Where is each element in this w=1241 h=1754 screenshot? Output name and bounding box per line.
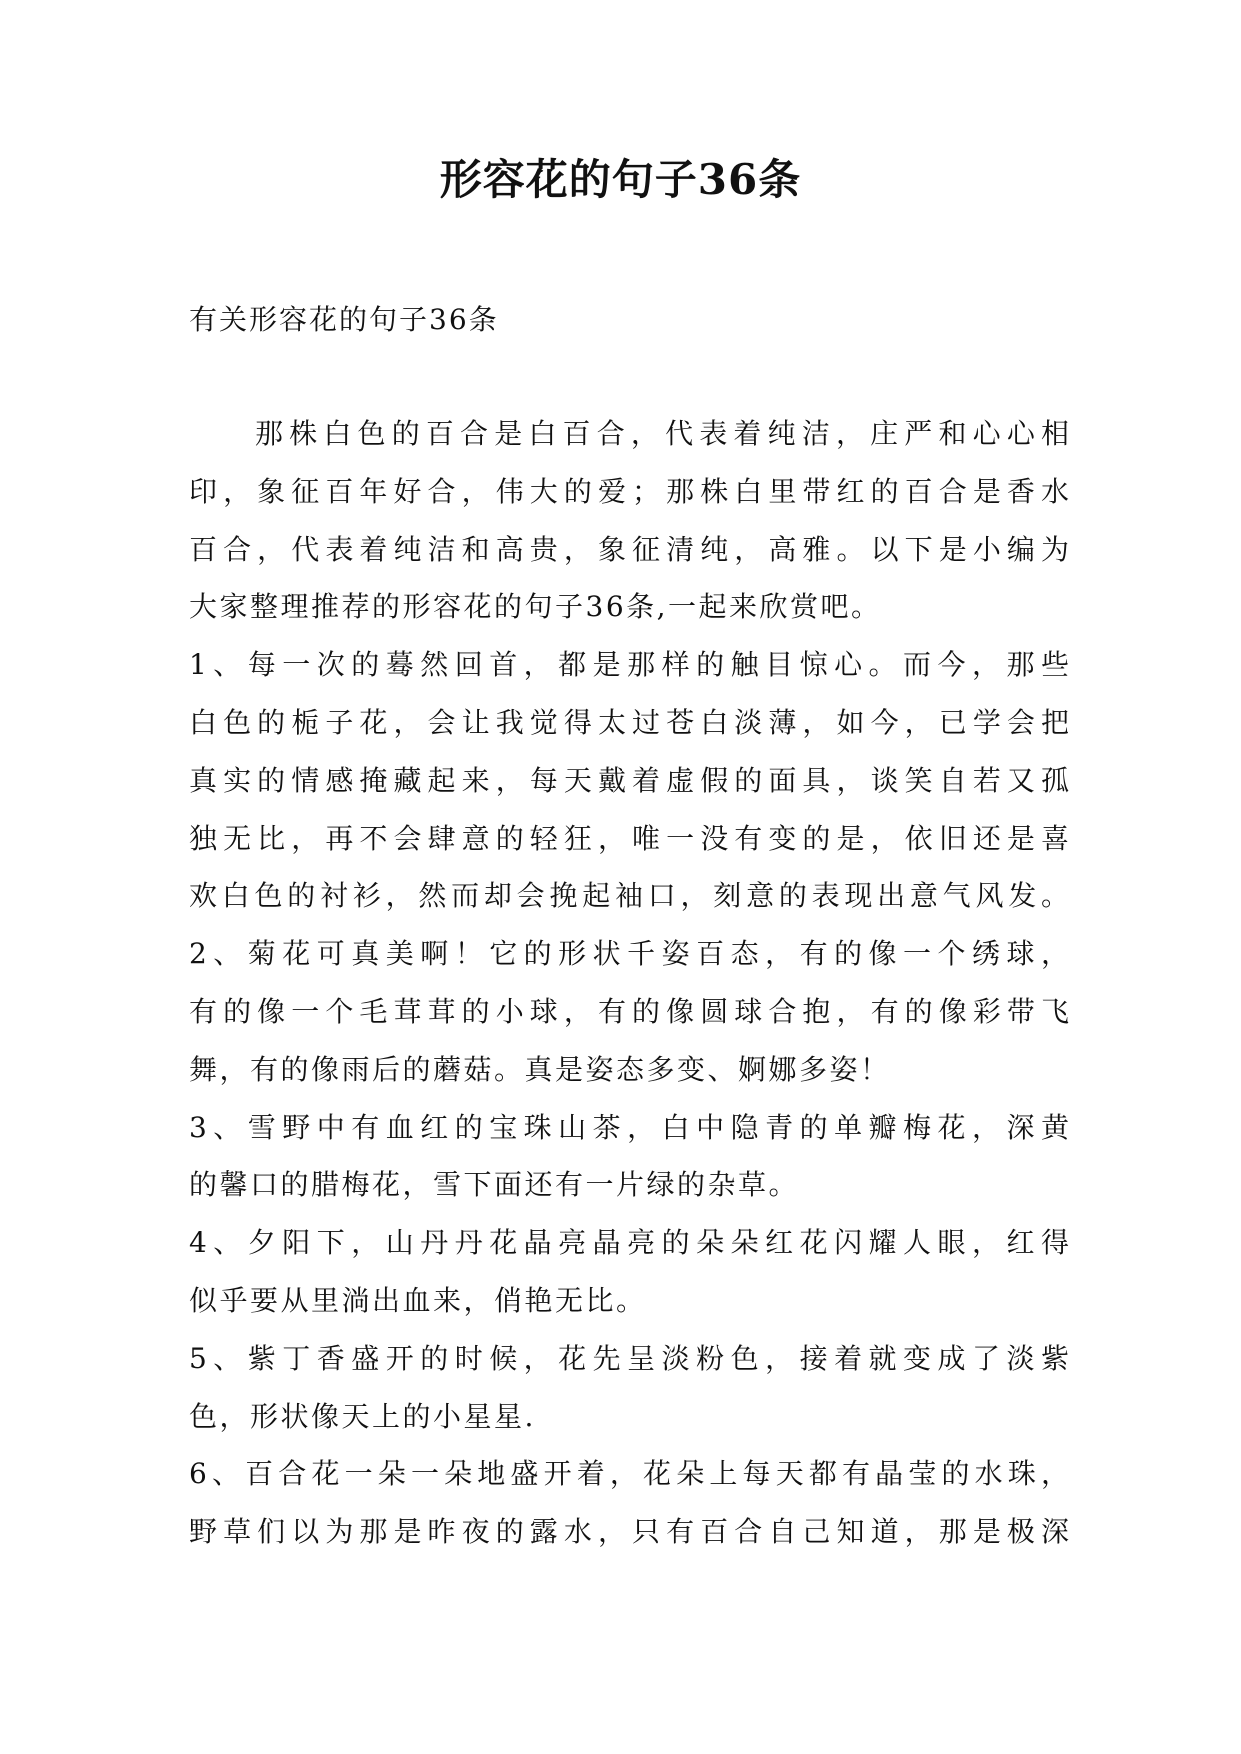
- text-line: 6、百合花一朵一朵地盛开着，花朵上每天都有晶莹的水珠，: [189, 1457, 1069, 1491]
- text-line: 似乎要从里淌出血来，俏艳无比。: [189, 1283, 647, 1317]
- text-line: 欢白色的衬衫，然而却会挽起袖口，刻意的表现出意气风发。: [189, 879, 1069, 913]
- text-line: 真实的情感掩藏起来，每天戴着虚假的面具，谈笑自若又孤: [189, 763, 1069, 797]
- text-line: 舞，有的像雨后的蘑菇。真是姿态多变、婀娜多姿！: [189, 1052, 891, 1086]
- text-line: 印，象征百年好合，伟大的爱；那株白里带红的百合是香水: [189, 474, 1069, 508]
- text-line: 白色的栀子花，会让我觉得太过苍白淡薄，如今，已学会把: [189, 705, 1069, 739]
- text-line: 4、夕阳下，山丹丹花晶亮晶亮的朵朵红花闪耀人眼，红得: [189, 1226, 1069, 1260]
- text-line: 的馨口的腊梅花，雪下面还有一片绿的杂草。: [189, 1168, 800, 1202]
- document-subtitle: 有关形容花的句子36条: [189, 303, 499, 336]
- text-line: 大家整理推荐的形容花的句子36条,一起来欣赏吧。: [189, 590, 882, 624]
- text-line: 色，形状像天上的小星星.: [189, 1399, 536, 1433]
- text-line: 百合，代表着纯洁和高贵，象征清纯，高雅。以下是小编为: [189, 532, 1069, 566]
- text-line: 3、雪野中有血红的宝珠山茶，白中隐青的单瓣梅花，深黄: [189, 1110, 1069, 1144]
- body-text: [189, 405, 1069, 1561]
- document-title: 形容花的句子36条: [439, 155, 802, 204]
- text-line: 5、紫丁香盛开的时候，花先呈淡粉色，接着就变成了淡紫: [189, 1341, 1069, 1375]
- text-line: 1、每一次的蓦然回首，都是那样的触目惊心。而今，那些: [189, 648, 1069, 682]
- text-line: 那株白色的百合是白百合，代表着纯洁，庄严和心心相: [255, 417, 1069, 450]
- text-line: 有的像一个毛茸茸的小球，有的像圆球合抱，有的像彩带飞: [189, 994, 1069, 1028]
- text-line: 2、菊花可真美啊！它的形状千姿百态，有的像一个绣球，: [189, 937, 1069, 971]
- text-line: 独无比，再不会肆意的轻狂，唯一没有变的是，依旧还是喜: [189, 821, 1069, 855]
- text-line: 野草们以为那是昨夜的露水，只有百合自己知道，那是极深: [189, 1515, 1069, 1549]
